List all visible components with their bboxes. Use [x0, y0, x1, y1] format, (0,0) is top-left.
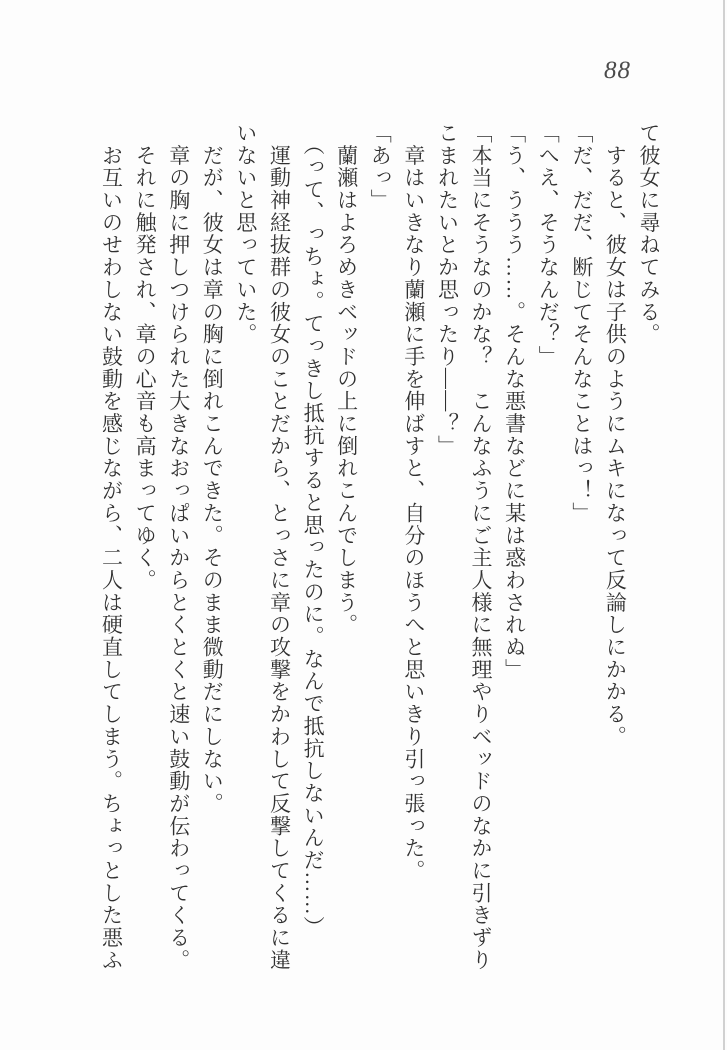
- text-line: それに触発され、章の心音も高まってゆく。: [133, 122, 158, 592]
- text-line: 「本当にそうなのかな？ こんなふうにご主人様に無理やりベッドのなかに引きずり: [469, 122, 494, 972]
- text-line: 章はいきなり蘭瀬に手を伸ばすと、自分のほうへと思いきり引っ張った。: [401, 122, 426, 882]
- text-line: だが、彼女は章の胸に倒れこんできた。そのまま微動だにしない。: [200, 122, 225, 815]
- text-line: 蘭瀬はよろめきベッドの上に倒れこんでしまう。: [334, 122, 359, 637]
- text-line: 運動神経抜群の彼女のことだから、とっさに章の攻撃をかわして反撃してくるに違: [267, 122, 292, 972]
- text-line: すると、彼女は子供のようにムキになって反論しにかかる。: [603, 122, 628, 748]
- text-line: 「う、ううう……。そんな悪書などに某は惑わされぬ」: [502, 122, 527, 681]
- text-line: いないと思っていた。: [233, 122, 258, 346]
- text-line: 「だ、だだ、断じてそんなことはっ！」: [569, 122, 594, 525]
- text-line: （って、っちょ。てっきし抵抗すると思ったのに。なんで抵抗しないんだ……）: [301, 122, 326, 939]
- page-text: [90, 122, 665, 976]
- text-line: 「へえ、そうなんだ？」: [536, 122, 561, 368]
- text-line: 「あっ」: [368, 122, 393, 212]
- page-edge-line: [723, 0, 725, 1050]
- text-line: て彼女に尋ねてみる。: [637, 122, 661, 346]
- text-line: こまれたいとか思ったり――？」: [435, 122, 460, 458]
- text-line: お互いのせわしない鼓動を感じながら、二人は硬直してしまう。ちょっとした悪ふ: [99, 122, 124, 972]
- text-line: 章の胸に押しつけられた大きなおっぱいからとくとくと速い鼓動が伝わってくる。: [166, 122, 191, 972]
- page-number: 88: [604, 57, 631, 84]
